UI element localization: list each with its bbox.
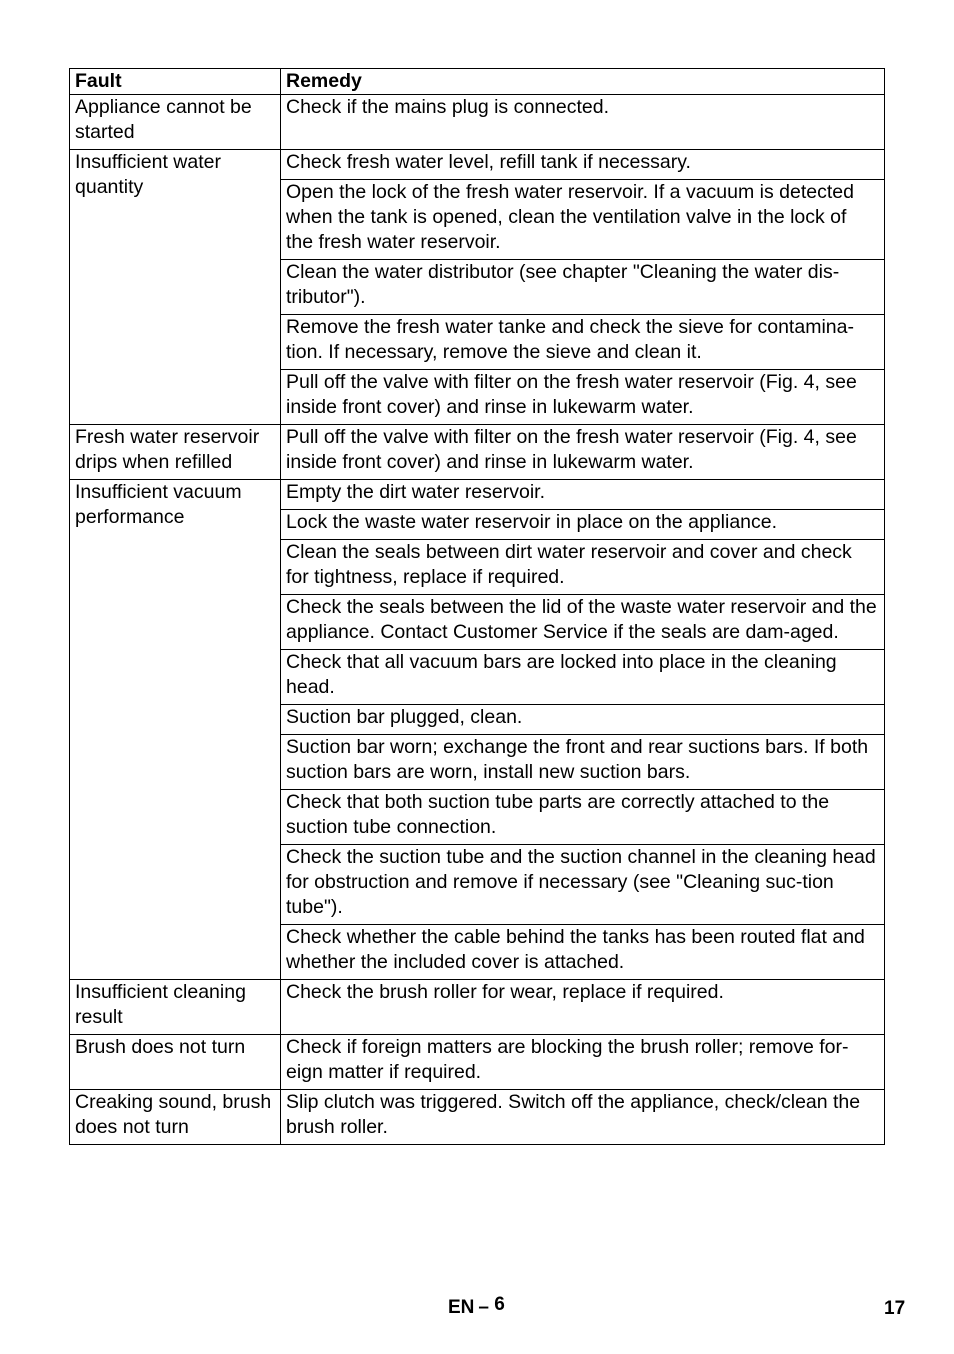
remedy-cell: Slip clutch was triggered. Switch off the appliance, check/clean the brush roller. <box>281 1090 885 1145</box>
remedy-cell: Check the seals between the lid of the waste water reservoir and the appliance. Contact Customer Service if the seals are dam-aged. <box>281 595 885 650</box>
remedy-cell: Suction bar plugged, clean. <box>281 705 885 735</box>
remedy-cell: Remove the fresh water tanke and check the sieve for contamina-tion. If necessary, remove the sieve and clean it. <box>281 315 885 370</box>
remedy-cell: Suction bar worn; exchange the front and rear suctions bars. If both suction bars are worn, install new suction bars. <box>281 735 885 790</box>
remedy-cell: Check if foreign matters are blocking the brush roller; remove for-eign matter if required. <box>281 1035 885 1090</box>
fault-remedy-table <box>69 68 885 1145</box>
remedy-cell: Pull off the valve with filter on the fresh water reservoir (Fig. 4, see inside front cover) and rinse in lukewarm water. <box>281 425 885 480</box>
fault-cell: Insufficient cleaning result <box>70 980 281 1035</box>
table-body <box>70 95 885 1145</box>
fault-cell: Insufficient water quantity <box>70 150 281 425</box>
table-row <box>70 150 885 180</box>
fault-cell: Brush does not turn <box>70 1035 281 1090</box>
fault-cell: Insufficient vacuum performance <box>70 480 281 980</box>
footer-language: EN <box>448 1297 475 1318</box>
column-header-remedy: Remedy <box>281 69 885 95</box>
remedy-cell: Check whether the cable behind the tanks has been routed flat and whether the included cover is attached. <box>281 925 885 980</box>
fault-cell: Appliance cannot be started <box>70 95 281 150</box>
table-row <box>70 95 885 150</box>
table-row <box>70 425 885 480</box>
footer-section-label <box>448 1294 505 1319</box>
remedy-cell: Empty the dirt water reservoir. <box>281 480 885 510</box>
table-header-row <box>70 69 885 95</box>
remedy-cell: Check if the mains plug is connected. <box>281 95 885 150</box>
page-number: 17 <box>884 1298 906 1319</box>
table-row <box>70 980 885 1035</box>
remedy-cell: Lock the waste water reservoir in place on the appliance. <box>281 510 885 540</box>
remedy-cell: Check that all vacuum bars are locked into place in the cleaning head. <box>281 650 885 705</box>
remedy-cell: Pull off the valve with filter on the fresh water reservoir (Fig. 4, see inside front cover) and rinse in lukewarm water. <box>281 370 885 425</box>
table-row <box>70 1035 885 1090</box>
footer-dash: – <box>478 1297 489 1318</box>
table-row <box>70 480 885 510</box>
remedy-cell: Clean the seals between dirt water reservoir and cover and check for tightness, replace if required. <box>281 540 885 595</box>
remedy-cell: Check the brush roller for wear, replace if required. <box>281 980 885 1035</box>
remedy-cell: Check fresh water level, refill tank if necessary. <box>281 150 885 180</box>
remedy-cell: Check the suction tube and the suction channel in the cleaning head for obstruction and remove if necessary (see "Cleaning suc-tion tube"). <box>281 845 885 925</box>
table-row <box>70 1090 885 1145</box>
remedy-cell: Clean the water distributor (see chapter "Cleaning the water dis-tributor"). <box>281 260 885 315</box>
remedy-cell: Check that both suction tube parts are correctly attached to the suction tube connection. <box>281 790 885 845</box>
column-header-fault: Fault <box>70 69 281 95</box>
footer-section-page: 6 <box>494 1294 505 1315</box>
fault-cell: Fresh water reservoir drips when refilled <box>70 425 281 480</box>
remedy-cell: Open the lock of the fresh water reservoir. If a vacuum is detected when the tank is opened, clean the ventilation valve in the lock of the fresh water reservoir. <box>281 180 885 260</box>
fault-cell: Creaking sound, brush does not turn <box>70 1090 281 1145</box>
